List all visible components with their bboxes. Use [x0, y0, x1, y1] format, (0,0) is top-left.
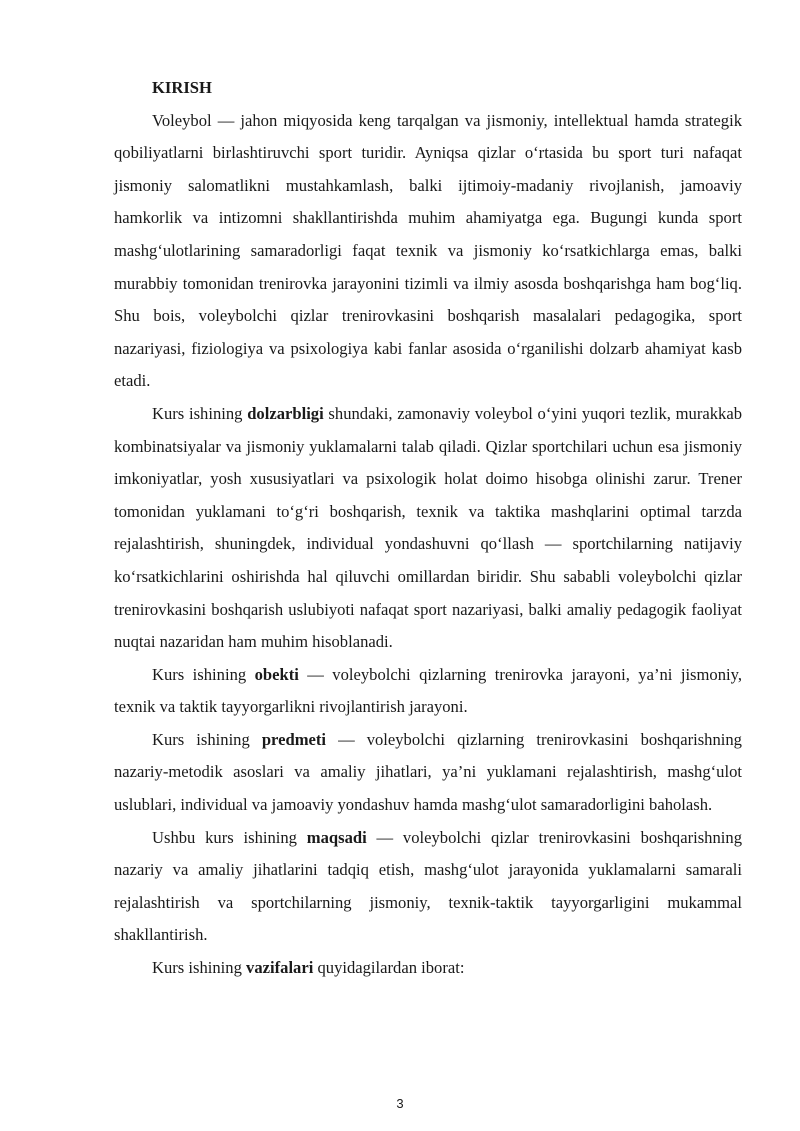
- section-heading: KIRISH: [152, 78, 212, 97]
- paragraph-text: — voleybolchi qizlarning trenirovkasini boshqarishning nazariy-metodik asoslari va amaliy jihatlari, ya’ni yuklamani rejalashtirish, mashg‘ulot uslublari, individual va jamoaviy yondashuv hamda mashg‘ulot samaradorligini baholash.: [114, 729, 742, 815]
- paragraph-text: — voleybolchi qizlar trenirovkasini boshqarishning nazariy va amaliy jihatlarini tadqiq etish, mashg‘ulot jarayonida yuklamalarni samarali rejalashtirish va sportchilarning jismoniy, texnik-taktik tayyorgarligini mukammal shakllantirish.: [114, 827, 742, 945]
- paragraph-text: quyidagilardan iborat:: [313, 958, 465, 978]
- paragraph-keyword: maqsadi: [306, 827, 367, 847]
- paragraph-lead: Kurs ishining: [152, 403, 248, 423]
- page-body: [114, 72, 742, 985]
- page-number: 3: [396, 1096, 404, 1111]
- paragraph-keyword: dolzarbligi: [247, 403, 324, 423]
- paragraph-keyword: predmeti: [261, 729, 327, 749]
- paragraph-lead: Kurs ishining: [152, 729, 262, 749]
- paragraph-text: shundaki, zamonaviy voleybol o‘yini yuqori tezlik, murakkab kombinatsiyalar va jismoniy yuklamalarni talab qiladi. Qizlar sportchilari uchun esa jismoniy imkoniyatlar, yosh xususiyatlari va psixologik holat doimo hisobga olinishi zarur. Trener tomonidan yuklamani to‘g‘ri boshqarish, texnik va taktika mashqlarini optimal tarzda rejalashtirish, shuningdek, individual yondashuvni qo‘llash — sportchilarning natijaviy ko‘rsatkichlarini oshirishda hal qiluvchi omillardan biridir. Shu sababli voleybolchi qizlar trenirovkasini boshqarish uslubiyoti nafaqat sport nazariyasi, balki amaliy pedagogik faoliyat nuqtai nazaridan ham muhim hisoblanadi.: [114, 403, 742, 652]
- paragraph-text: Voleybol — jahon miqyosida keng tarqalgan va jismoniy, intellektual hamda strategik qobiliyatlarni birlashtiruvchi sport turidir. Ayniqsa qizlar o‘rtasida bu sport turi nafaqat jismoniy salomatlikni mustahkamlash, balki ijtimoiy-madaniy rivojlanish, jamoaviy hamkorlik va intizomni shakllantirishda muhim ahamiyatga ega. Bugungi kunda sport mashg‘ulotlarining samaradorligi faqat texnik va jismoniy ko‘rsatkichlarga emas, balki murabbiy tomonidan trenirovka jarayonini tizimli va ilmiy asosda boshqarishga ham bog‘liq. Shu bois, voleybolchi qizlar trenirovkasini boshqarish masalalari pedagogika, sport nazariyasi, fiziologiya va psixologiya kabi fanlar asosida o‘rganilishi dolzarb ahamiyat kasb etadi.: [114, 110, 742, 391]
- paragraph-keyword: obekti: [254, 664, 299, 684]
- paragraph-lead: Ushbu kurs ishining: [152, 827, 307, 847]
- paragraph-subject: [114, 724, 742, 822]
- paragraph-goal: [114, 822, 742, 952]
- paragraph-lead: Kurs ishining: [152, 664, 255, 684]
- paragraph-lead: Kurs ishining: [152, 958, 247, 978]
- paragraph-relevance: [114, 398, 742, 659]
- paragraph-tasks: [114, 952, 742, 985]
- paragraph-intro: [114, 105, 742, 398]
- paragraph-keyword: vazifalari: [246, 958, 314, 978]
- paragraph-object: [114, 659, 742, 724]
- paragraph-text: — voleybolchi qizlarning trenirovka jarayoni, ya’ni jismoniy, texnik va taktik tayyorgarlikni rivojlantirish jarayoni.: [114, 664, 742, 717]
